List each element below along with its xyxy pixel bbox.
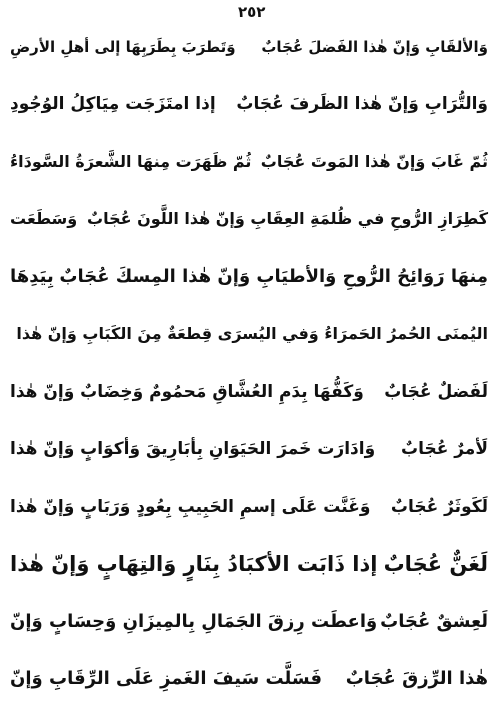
line-right-segment: لَعِشقٌ عُجَابٌ xyxy=(380,610,488,632)
line-right-segment: وَالألقَابِ وَإنّ هٰذا الفَضلَ عُجَابٌ xyxy=(261,37,488,56)
line-left-segment: وَادَارَت خَمرَ الحَيَوَانِ بِأبَارِيقَ وَأكوَابٍ وَإنّ هٰذا xyxy=(10,439,376,460)
line-left-segment: بِيَدِهَا xyxy=(10,265,54,287)
line-left-segment: فَسَلَّت سَيفَ الغَمزِ عَلَى الرِّقَابِ وَإنّ xyxy=(10,668,323,690)
text-line-10 xyxy=(10,536,488,594)
text-line-8 xyxy=(10,421,488,479)
text-line-2 xyxy=(10,76,488,134)
line-left-segment: وَغَنَّت عَلَى إسمِ الحَبِيبِ بِعُودٍ وَرَبَابٍ وَإنّ هٰذا xyxy=(10,496,371,517)
line-right-segment: لَكَوثَرٌ عُجَابٌ xyxy=(390,496,488,517)
line-right-segment: لَغَنٌّ عُجَابٌ xyxy=(383,552,488,577)
text-line-11 xyxy=(10,593,488,651)
line-right-segment: كَطِرَازِ الرُّوحِ في ظُلمَةِ العِقَابِ وَإنّ هٰذا اللَّونَ عُجَابٌ xyxy=(86,209,488,229)
line-left-segment: وَاعطَت رِزقَ الجَمَالِ بِالمِيزَانِ وَحِسَابٍ وَإنّ xyxy=(10,610,378,632)
line-right-segment: لَأمرٌ عُجَابٌ xyxy=(400,439,488,460)
text-line-5 xyxy=(10,248,488,306)
text-line-1 xyxy=(10,18,488,76)
text-line-12 xyxy=(10,651,488,709)
line-right-segment: اليُمنَى الحُمرُ الحَمرَاءُ وَفي اليُسرَى قِطعَةٌ مِنَ الكَبَابِ وَإنّ هٰذا xyxy=(16,324,488,344)
line-left-segment: وَتَطرَبَ بِطَرَبِهَا إلى أهلِ الأرضِ xyxy=(10,37,236,56)
line-left-segment: ثُمّ ظَهَرَت مِنهَا الشَّعرَةُ السَّودَاءُ xyxy=(10,151,252,171)
line-right-segment: هٰذا الرِّزقَ عُجَابٌ xyxy=(345,668,488,690)
text-line-6 xyxy=(10,306,488,364)
line-left-segment: وَكَفُّهَا بِدَمِ العُشَّاقِ مَحمُومٌ وَخِضَابٌ وَإنّ هٰذا xyxy=(10,381,364,402)
text-line-9 xyxy=(10,478,488,536)
line-right-segment: وَالتُّرَابِ وَإنّ هٰذا الظَرفَ عُجَابٌ xyxy=(236,94,488,115)
text-body xyxy=(10,18,488,708)
line-left-segment: إذا ذَابَت الأكبَادُ بِنَارٍ وَالتِهَابٍ وَإنّ هٰذا xyxy=(10,552,378,577)
line-right-segment: لَفَضلٌ عُجَابٌ xyxy=(384,381,488,402)
text-line-4 xyxy=(10,191,488,249)
line-left-segment: وَسَطَعَت xyxy=(10,209,78,229)
line-right-segment: مِنهَا رَوَائِحُ الرُّوحِ وَالأطيَابِ وَإنّ هٰذا المِسكَ عُجَابٌ xyxy=(59,265,488,287)
line-left-segment: إذا امتَزَجَت مِيَاكِلُ الوُجُودِ xyxy=(10,94,216,115)
text-line-3 xyxy=(10,133,488,191)
line-right-segment: ثُمّ غَابَ وَإنّ هٰذا المَوتَ عُجَابٌ xyxy=(260,151,488,171)
page-number: ٢٥٢ xyxy=(238,3,266,21)
text-line-7 xyxy=(10,363,488,421)
